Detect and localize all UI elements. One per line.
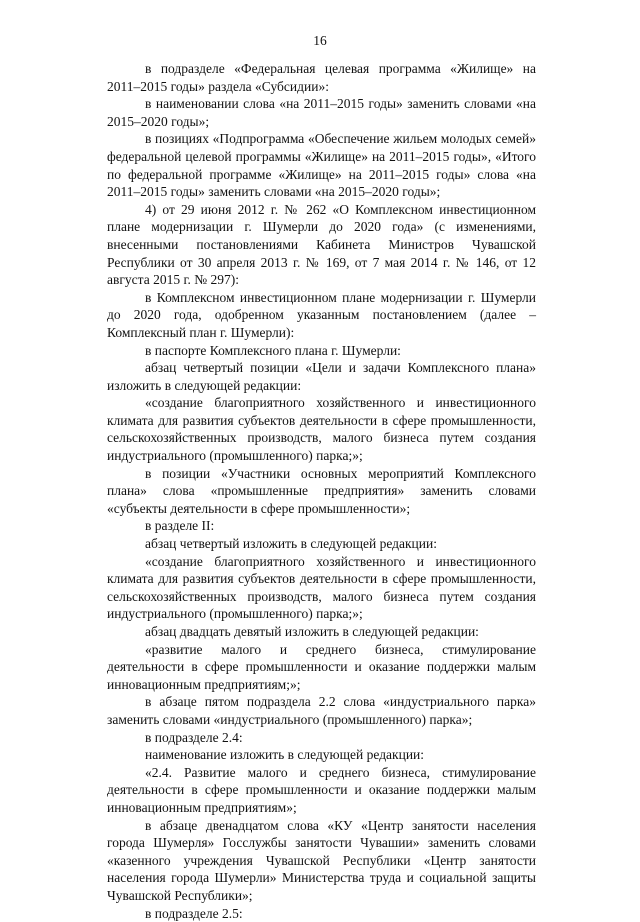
paragraph: в наименовании слова «на 2011–2015 годы» заменить словами «на 2015–2020 годы»; — [107, 95, 536, 130]
document-body — [107, 60, 536, 922]
paragraph: «развитие малого и среднего бизнеса, стимулирование деятельности в сфере промышленности и оказание поддержки малым инновационным предприятиям;»; — [107, 641, 536, 694]
paragraph: в подразделе 2.4: — [107, 729, 536, 747]
paragraph: «создание благоприятного хозяйственного и инвестиционного климата для развития субъектов деятельности в сфере промышленности, сельскохозяйственных производств, малого бизнеса путем создания индустриального (промышленного) парка;»; — [107, 394, 536, 464]
paragraph: «2.4. Развитие малого и среднего бизнеса, стимулирование деятельности в сфере промышленности и оказание поддержки малым инновационным предприятиям»; — [107, 764, 536, 817]
paragraph: абзац четвертый изложить в следующей редакции: — [107, 535, 536, 553]
paragraph: абзац четвертый позиции «Цели и задачи Комплексного плана» изложить в следующей редакции: — [107, 359, 536, 394]
paragraph: в позициях «Подпрограмма «Обеспечение жильем молодых семей» федеральной целевой программы «Жилище» на 2011–2015 годы», «Итого по федеральной программе «Жилище» на 2011–2015 годы» слова «на 2011–2015 годы» заменить словами «на 2015–2020 годы»; — [107, 130, 536, 200]
paragraph: в позиции «Участники основных мероприятий Комплексного плана» слова «промышленные предприятия» заменить словами «субъекты деятельности в сфере промышленности»; — [107, 465, 536, 518]
paragraph: в абзаце двенадцатом слова «КУ «Центр занятости населения города Шумерля» Госслужбы занятости Чувашии» заменить словами «казенного учреждения Чувашской Республики «Центр занятости населения города Шумерли» Министерства труда и социальной защиты Чувашской Республики»; — [107, 817, 536, 905]
page-number: 16 — [0, 33, 640, 49]
paragraph: 4) от 29 июня 2012 г. № 262 «О Комплексном инвестиционном плане модернизации г. Шумерли до 2020 года» (с изменениями, внесенными постановлениями Кабинета Министров Чувашской Республики от 30 апреля 2013 г. № 169, от 7 мая 2014 г. № 146, от 12 августа 2015 г. № 297): — [107, 201, 536, 289]
paragraph: наименование изложить в следующей редакции: — [107, 746, 536, 764]
paragraph: в подразделе 2.5: — [107, 905, 536, 922]
paragraph: в Комплексном инвестиционном плане модернизации г. Шумерли до 2020 года, одобренном указанным постановлением (далее – Комплексный план г. Шумерли): — [107, 289, 536, 342]
paragraph: в паспорте Комплексного плана г. Шумерли: — [107, 342, 536, 360]
paragraph: абзац двадцать девятый изложить в следующей редакции: — [107, 623, 536, 641]
paragraph: в подразделе «Федеральная целевая программа «Жилище» на 2011–2015 годы» раздела «Субсидии»: — [107, 60, 536, 95]
paragraph: в абзаце пятом подраздела 2.2 слова «индустриального парка» заменить словами «индустриального (промышленного) парка»; — [107, 693, 536, 728]
paragraph: в разделе II: — [107, 517, 536, 535]
paragraph: «создание благоприятного хозяйственного и инвестиционного климата для развития субъектов деятельности в сфере промышленности, сельскохозяйственных производств, малого бизнеса путем создания индустриального (промышленного) парка;»; — [107, 553, 536, 623]
